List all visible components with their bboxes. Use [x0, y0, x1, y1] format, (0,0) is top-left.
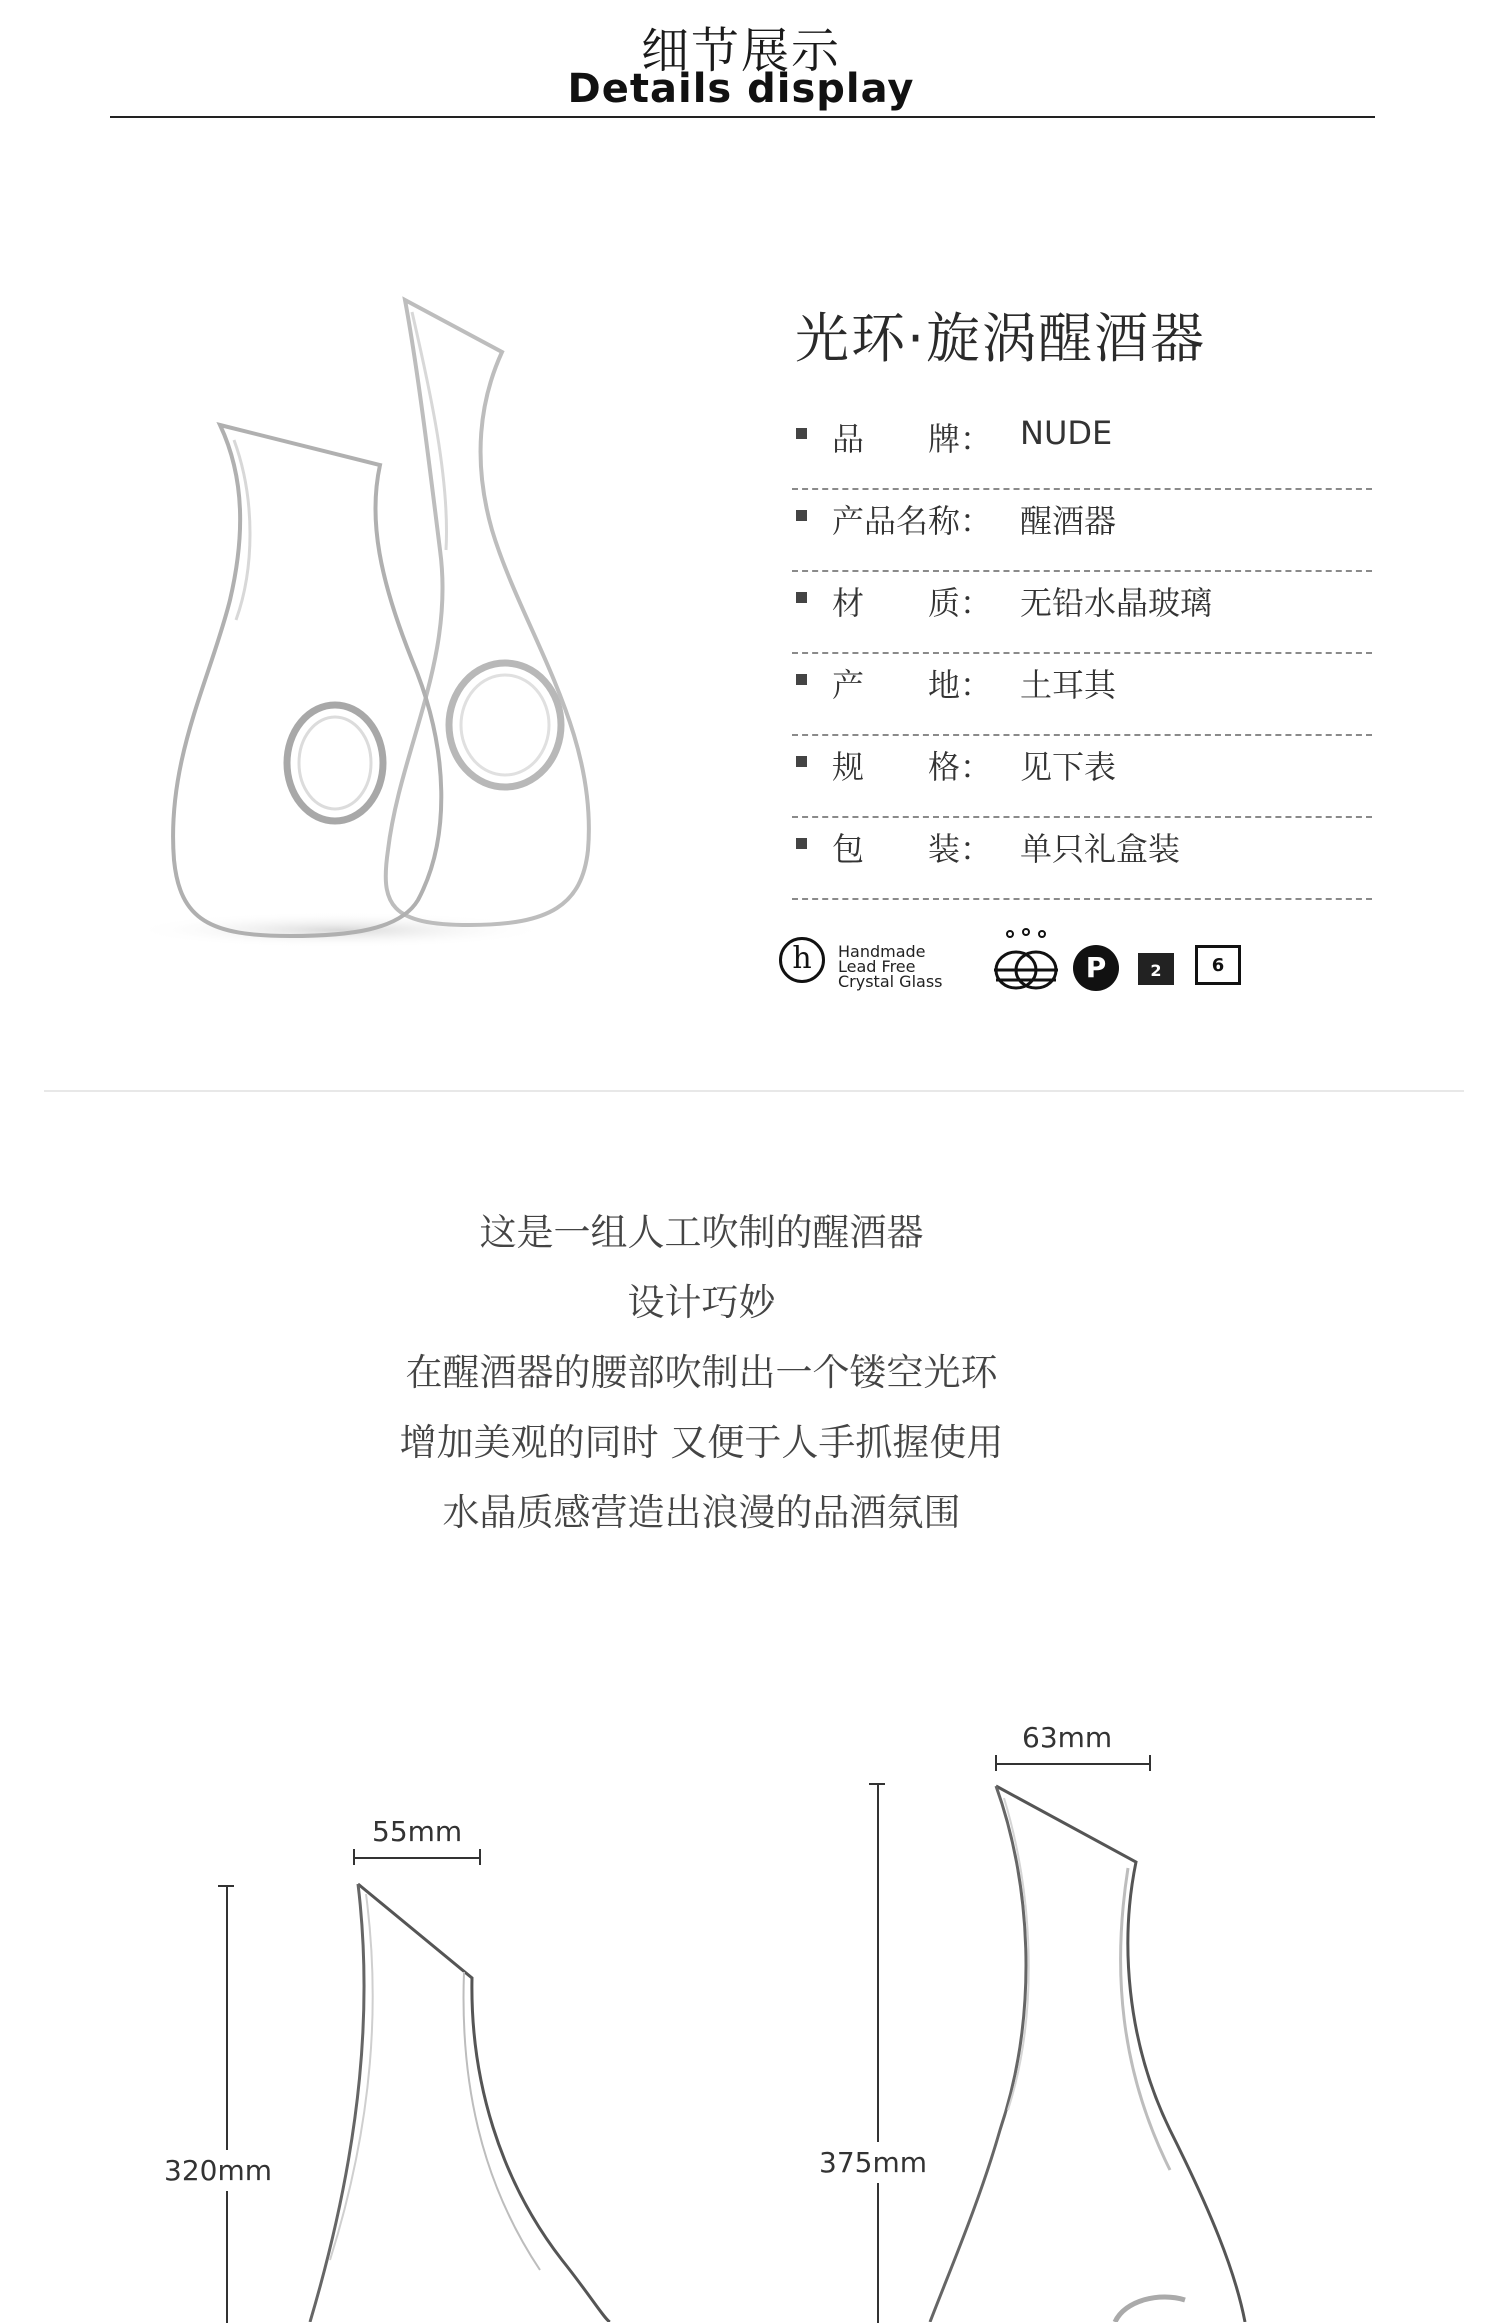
- section-title-cn: 细节展示: [640, 23, 841, 79]
- spec-value: 单只礼盒装: [1020, 830, 1181, 868]
- spec-label: 产 地：: [832, 666, 993, 704]
- handmade-badge-text: [838, 944, 942, 989]
- spec-value: 无铅水晶玻璃: [1020, 584, 1213, 622]
- large-height-line: [877, 1783, 879, 2323]
- spec-row-size: [792, 736, 1372, 818]
- badge-line: Lead Free: [838, 957, 916, 976]
- small-width-label: 55mm: [372, 1815, 463, 1848]
- description-line: 设计巧妙: [627, 1281, 776, 1324]
- header-divider: [110, 116, 1375, 118]
- spec-label: 规 格：: [832, 748, 993, 786]
- spec-row-origin: [792, 654, 1372, 736]
- section-title-en: Details display: [567, 66, 915, 112]
- bullet-icon: [796, 510, 807, 521]
- large-width-label: 63mm: [1022, 1721, 1113, 1754]
- description: [0, 1198, 1403, 1548]
- description-line: 增加美观的同时 又便于人手抓握使用: [399, 1421, 1004, 1464]
- large-height-tick: [869, 1783, 885, 1785]
- spec-value: 醒酒器: [1020, 502, 1117, 540]
- large-width-tick: [995, 1755, 997, 1771]
- p-icon: P: [1073, 945, 1119, 991]
- large-width-line: [995, 1763, 1151, 1765]
- description-line: 这是一组人工吹制的醒酒器: [479, 1211, 924, 1254]
- small-height-tick: [218, 1885, 234, 1887]
- small-width-tick: [353, 1849, 355, 1865]
- spec-row-packaging: [792, 818, 1372, 900]
- decanter-pair-image: [150, 280, 610, 960]
- spec-row-product-name: [792, 490, 1372, 572]
- bullet-icon: [796, 756, 807, 767]
- small-width-tick: [479, 1849, 481, 1865]
- description-line: 在醒酒器的腰部吹制出一个镂空光环: [405, 1351, 998, 1394]
- small-width-line: [353, 1857, 481, 1859]
- description-line: 水晶质感营造出浪漫的品酒氛围: [442, 1491, 961, 1534]
- spec-label: 产品名称：: [832, 502, 993, 540]
- spec-value: NUDE: [1020, 414, 1113, 452]
- spec-list: [792, 408, 1372, 900]
- small-height-label: 320mm: [164, 2150, 272, 2191]
- box-6-icon: 6: [1195, 945, 1241, 985]
- spec-label: 包 装：: [832, 830, 993, 868]
- bullet-icon: [796, 674, 807, 685]
- bullet-icon: [796, 592, 807, 603]
- spec-row-brand: [792, 408, 1372, 490]
- large-decanter-image: [900, 1770, 1260, 2322]
- section-divider: [44, 1090, 1464, 1092]
- product-name: 光环·旋涡醒酒器: [795, 307, 1207, 370]
- bullet-icon: [796, 428, 807, 439]
- badge-line: Crystal Glass: [838, 972, 943, 991]
- large-width-tick: [1149, 1755, 1151, 1771]
- small-height-line: [226, 1885, 228, 2323]
- bullet-icon: [796, 838, 807, 849]
- box-2-icon: 2: [1138, 953, 1174, 985]
- spec-label: 材 质：: [832, 584, 993, 622]
- spec-value: 见下表: [1020, 748, 1117, 786]
- spec-value: 土耳其: [1020, 666, 1117, 704]
- badge-line: Handmade: [838, 942, 926, 961]
- spec-row-material: [792, 572, 1372, 654]
- handmade-icon: h: [779, 937, 825, 983]
- large-height-label: 375mm: [819, 2142, 927, 2183]
- dishwasher-safe-icon: [990, 922, 1062, 994]
- spec-label: 品 牌：: [832, 420, 993, 458]
- small-decanter-image: [300, 1880, 620, 2322]
